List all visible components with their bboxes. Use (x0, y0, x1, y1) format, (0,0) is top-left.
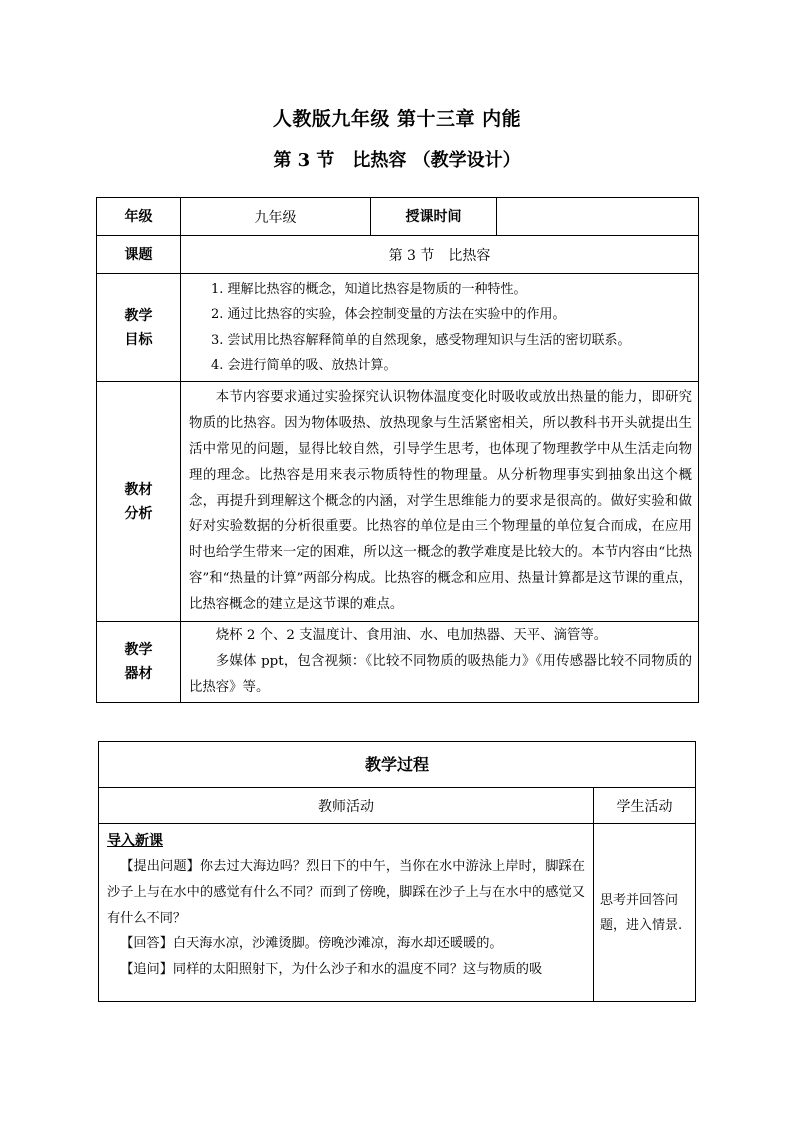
process-header-row (99, 788, 696, 824)
equipment-label-line2: 器材 (124, 666, 153, 682)
class-time-value (497, 198, 699, 236)
analysis-label (97, 382, 181, 622)
grade-value: 九年级 (181, 198, 371, 236)
teacher-activity-cell (99, 824, 594, 1002)
goals-label (97, 274, 181, 382)
grade-label: 年级 (97, 198, 181, 236)
topic-value: 第 3 节 比热容 (181, 236, 699, 274)
topic-label: 课题 (97, 236, 181, 274)
equipment-label-line1: 教学 (124, 642, 153, 658)
section-heading: 导入新课 (107, 833, 163, 849)
grade-row (97, 198, 699, 236)
analysis-label-line2: 分析 (124, 505, 153, 522)
teacher-activity-header: 教师活动 (99, 788, 594, 824)
equipment-line-2: 多媒体 ppt，包含视频：《比较不同物质的吸热能力》《用传感器比较不同物质的比热容》等。 (189, 654, 692, 695)
equipment-cell (181, 622, 699, 703)
goals-list (181, 277, 698, 379)
goals-label-line2: 目标 (124, 331, 153, 348)
goal-item: 1. 理解比热容的概念，知道比热容是物质的一种特性。 (211, 281, 527, 297)
goals-label-line1: 教学 (124, 307, 153, 324)
answer-paragraph: 【回答】白天海水凉，沙滩烫脚。傍晚沙滩凉，海水却还暖暖的。 (120, 936, 503, 952)
analysis-cell (181, 382, 699, 622)
page-title: 人教版九年级 第十三章 内能 (272, 108, 522, 130)
student-activity-text: 思考并回答问题，进入情景. (600, 892, 683, 933)
goal-item: 3. 尝试用比热容解释简单的自然现象，感受物理知识与生活的密切联系。 (211, 332, 631, 348)
page-subtitle: 第 3 节 比热容 （教学设计） (273, 150, 521, 171)
process-title-row (99, 742, 696, 788)
question-paragraph: 【提出问题】你去过大海边吗？烈日下的中午，当你在水中游泳上岸时，脚踩在沙子上与在水中的感觉有什么不同？而到了傍晚，脚踩在沙子上与在水中的感觉又有什么不同？ (107, 859, 585, 926)
class-time-label: 授课时间 (371, 198, 497, 236)
analysis-text: 本节内容要求通过实验探究认识物体温度变化时吸收或放出热量的能力，即研究物质的比热容。因为物体吸热、放热现象与生活紧密相关，所以教科书开头就提出生活中常见的问题，显得比较自然，引导学生思考，也体现了物理教学中从生活走向物理的理念。比热容是用来表示物质特性的物理量。从分析物理事实到抽象出这个概念，再提升到理解这个概念的内涵，对学生思维能力的要求是很高的。做好实验和做好对实验数据的分析很重要。比热容的单位是由三个物理量的单位复合而成，在应用时也给学生带来一定的困难，所以这一概念的教学难度是比较大的。本节内容由“比热容”和“热量的计算”两部分构成。比热容的概念和应用、热量计算都是这节课的重点，比热容概念的建立是这节课的难点。 (189, 390, 692, 612)
student-activity-cell (594, 824, 696, 1002)
goal-item: 2. 通过比热容的实验，体会控制变量的方法在实验中的作用。 (211, 307, 566, 322)
goals-row (97, 274, 699, 382)
analysis-row (97, 382, 699, 622)
equipment-line-1: 烧杯 2 个、2 支温度计、食用油、水、电加热器、天平、滴管等。 (215, 628, 608, 644)
process-content-row (99, 824, 696, 1002)
teaching-process-table (98, 741, 696, 1002)
equipment-row (97, 622, 699, 703)
goals-cell (181, 274, 699, 382)
lesson-info-table (96, 197, 699, 703)
topic-row (97, 236, 699, 274)
goal-item: 4. 会进行简单的吸、放热计算。 (211, 358, 397, 373)
analysis-label-line1: 教材 (124, 481, 153, 498)
followup-paragraph: 【追问】同样的太阳照射下，为什么沙子和水的温度不同？这与物质的吸 (120, 962, 543, 978)
equipment-label (97, 622, 181, 703)
process-title: 教学过程 (99, 742, 696, 788)
student-activity-header: 学生活动 (594, 788, 696, 824)
